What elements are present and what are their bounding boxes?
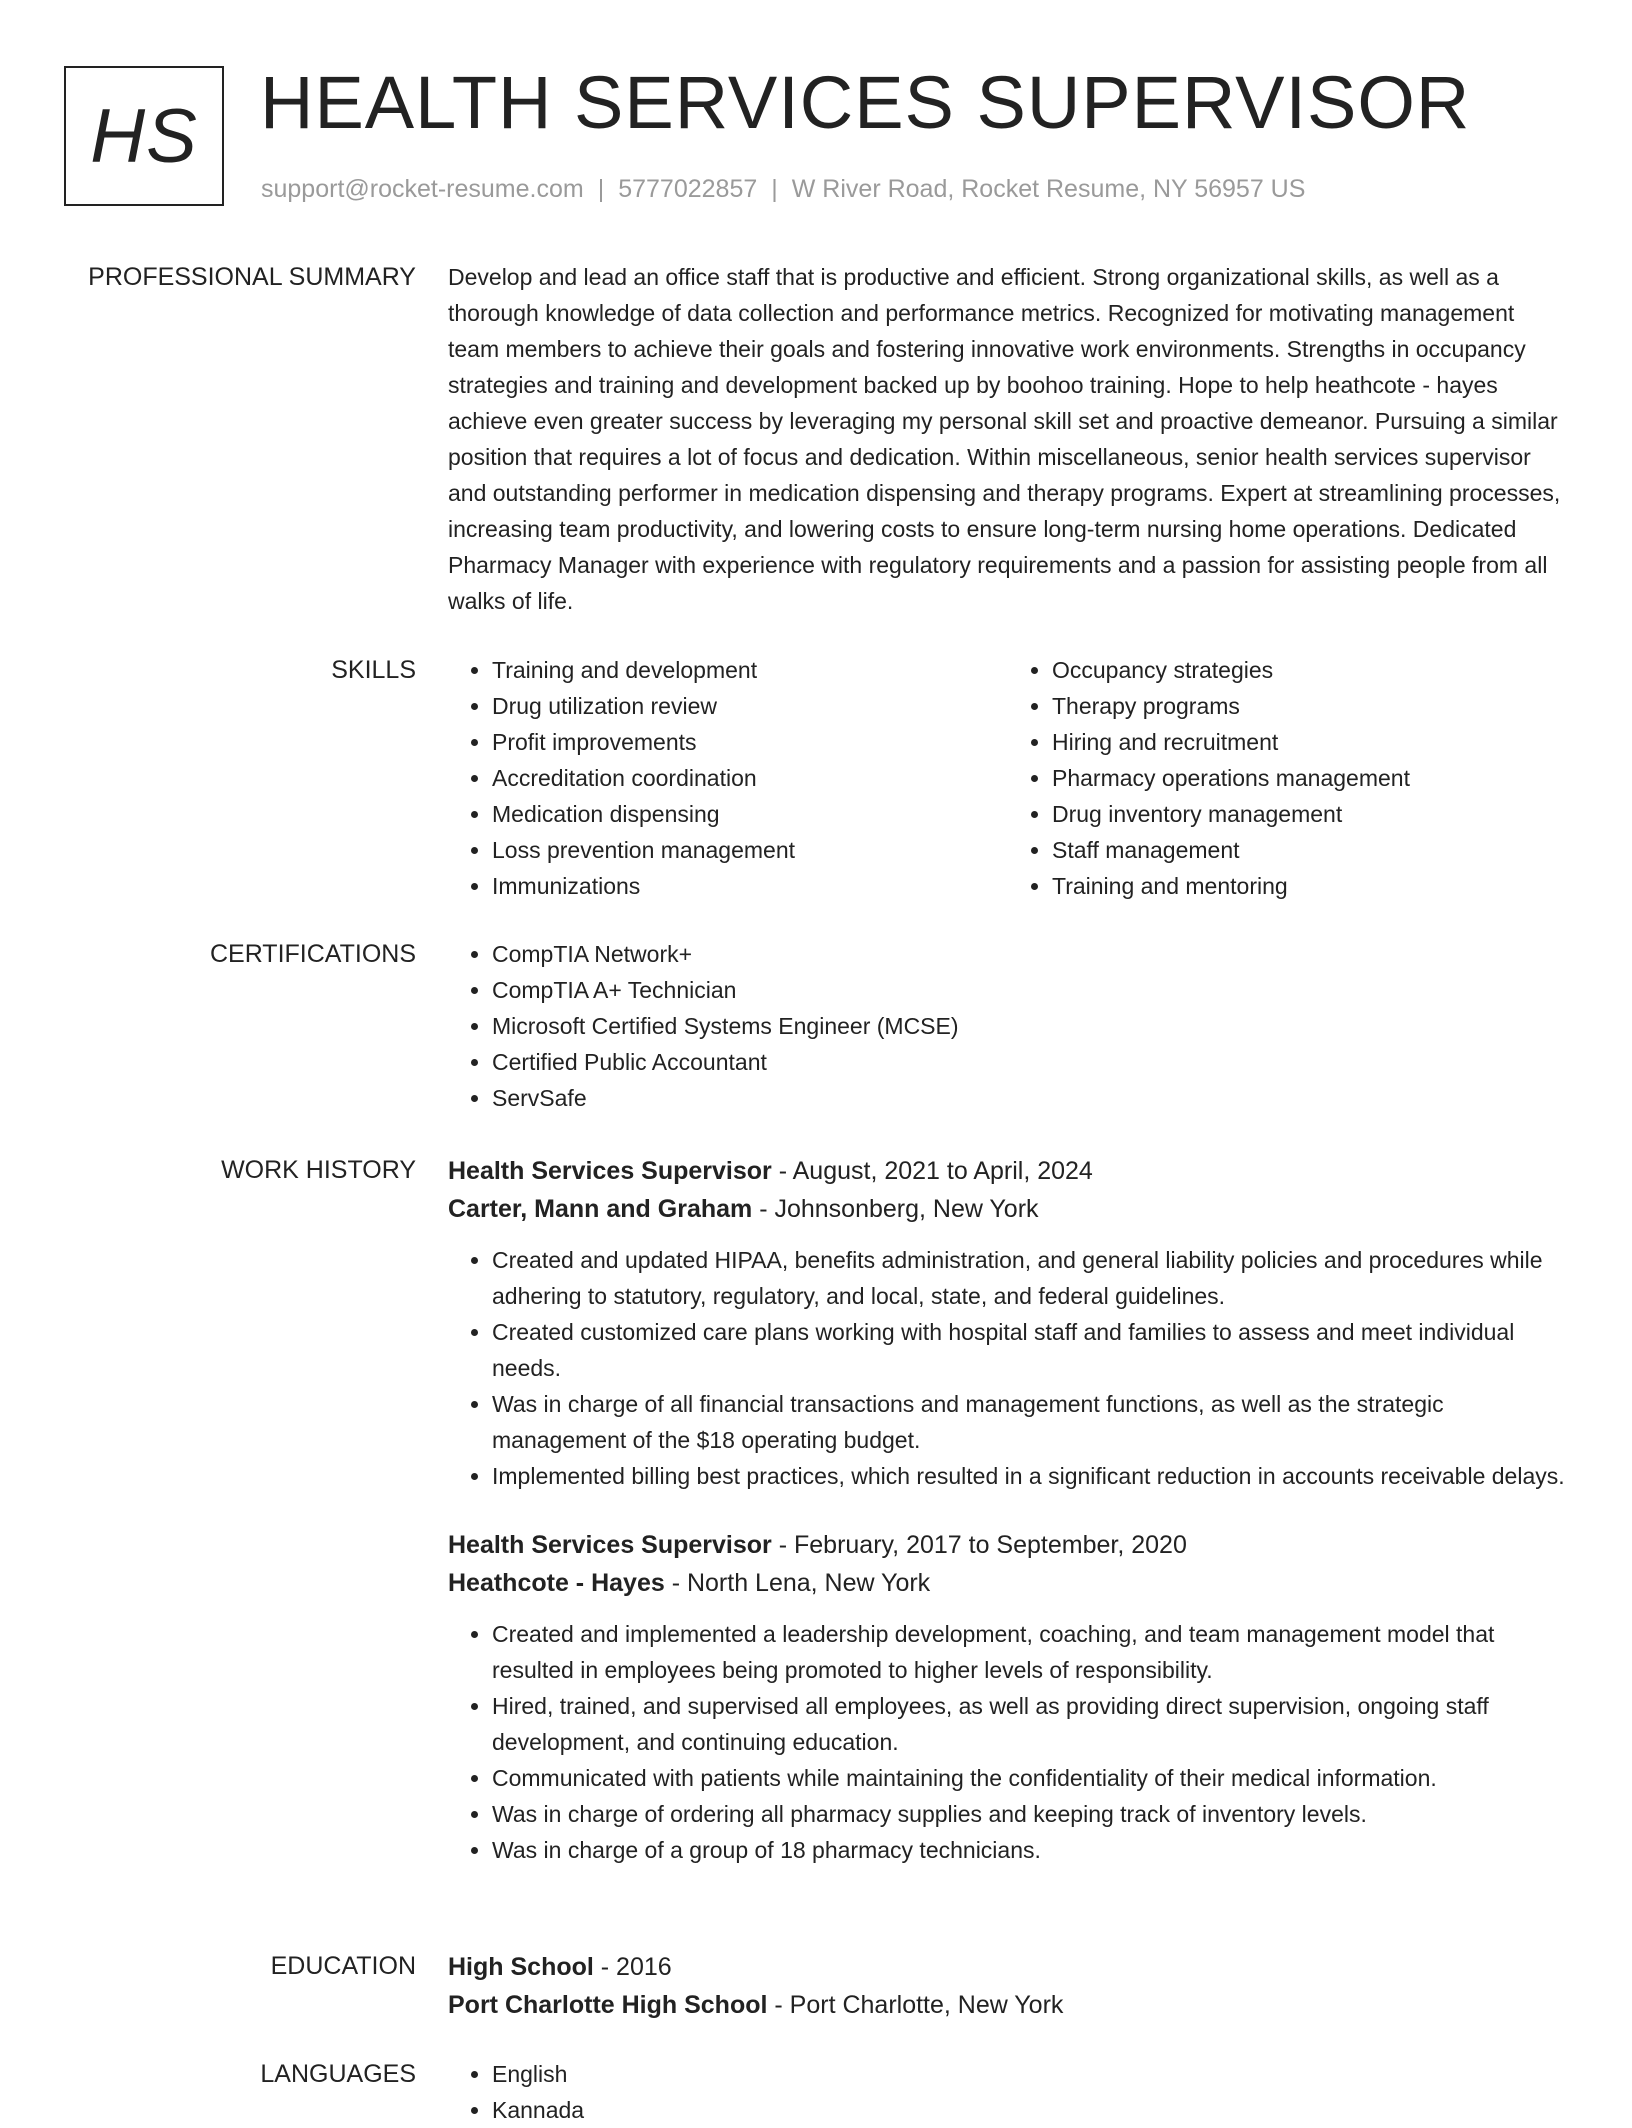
skills-list-left bbox=[448, 652, 1008, 904]
language-item: • Kannada bbox=[492, 2092, 1568, 2128]
job-dates: - February, 2017 to September, 2020 bbox=[771, 1531, 1187, 1559]
certification-item: • Microsoft Certified Systems Engineer (MCSE) bbox=[492, 1008, 1568, 1044]
languages-list bbox=[448, 2056, 1568, 2128]
job-company-line bbox=[448, 1564, 1568, 1602]
skill-item: • Profit improvements bbox=[492, 724, 1008, 760]
education-degree-line bbox=[448, 1948, 1568, 1986]
summary-text: Develop and lead an office staff that is productive and efficient. Strong organizational skills, as well as a thorough knowledge of data collection and performance metrics. Recognized for motivating management team members to achieve their goals and fostering innovative work environments. Strengths in occupancy strategies and training and development backed up by boohoo training. Hope to help heathcote - hayes achieve even greater success by leveraging my personal skill set and proactive demeanor. Pursuing a similar position that requires a lot of focus and dedication. Within miscellaneous, senior health services supervisor and outstanding performer in medication dispensing and therapy programs. Expert at streamlining processes, increasing team productivity, and lowering costs to ensure long-term nursing home operations. Dedicated Pharmacy Manager with experience with regulatory requirements and a passion for assisting people from all walks of life. bbox=[448, 264, 1561, 614]
skill-item: • Loss prevention management bbox=[492, 832, 1008, 868]
skill-item: • Medication dispensing bbox=[492, 796, 1008, 832]
job-bullet: • Created and updated HIPAA, benefits administration, and general liability policies and procedures while adhering to statutory, regulatory, and local, state, and federal guidelines. bbox=[492, 1242, 1568, 1314]
language-item: • English bbox=[492, 2056, 1568, 2092]
languages-title: LANGUAGES bbox=[260, 2060, 416, 2088]
contact-line bbox=[261, 175, 1305, 204]
certifications-list bbox=[448, 936, 1568, 1116]
skill-item: • Accreditation coordination bbox=[492, 760, 1008, 796]
skill-item: • Occupancy strategies bbox=[1052, 652, 1568, 688]
summary-title: PROFESSIONAL SUMMARY bbox=[88, 263, 416, 291]
certification-item: • ServSafe bbox=[492, 1080, 1568, 1116]
job-location: - Johnsonberg, New York bbox=[752, 1195, 1039, 1223]
resume-title: HEALTH SERVICES SUPERVISOR bbox=[260, 61, 1471, 144]
education-school-line bbox=[448, 1986, 1568, 2024]
skill-item: • Staff management bbox=[1052, 832, 1568, 868]
job-bullet: • Implemented billing best practices, which resulted in a significant reduction in accounts receivable delays. bbox=[492, 1458, 1568, 1494]
languages-body bbox=[448, 2056, 1568, 2128]
certification-item: • Certified Public Accountant bbox=[492, 1044, 1568, 1080]
job-bullet: • Communicated with patients while maintaining the confidentiality of their medical information. bbox=[492, 1760, 1568, 1796]
education-location: - Port Charlotte, New York bbox=[767, 1991, 1064, 2019]
job-bullet: • Created and implemented a leadership development, coaching, and team management model that resulted in employees being promoted to higher levels of responsibility. bbox=[492, 1616, 1568, 1688]
contact-email: support@rocket-resume.com bbox=[261, 175, 584, 203]
job-bullets bbox=[448, 1242, 1568, 1494]
contact-phone: 5777022857 bbox=[618, 175, 758, 203]
job-entry bbox=[448, 1152, 1568, 1494]
education-degree: High School bbox=[448, 1953, 594, 1981]
job-bullet: • Was in charge of a group of 18 pharmacy technicians. bbox=[492, 1832, 1568, 1868]
job-role: Health Services Supervisor bbox=[448, 1157, 772, 1185]
job-company: Heathcote - Hayes bbox=[448, 1569, 665, 1597]
job-bullet: • Was in charge of ordering all pharmacy supplies and keeping track of inventory levels. bbox=[492, 1796, 1568, 1832]
job-role-line bbox=[448, 1526, 1568, 1564]
skill-item: • Training and mentoring bbox=[1052, 868, 1568, 904]
skill-item: • Therapy programs bbox=[1052, 688, 1568, 724]
certification-item: • CompTIA A+ Technician bbox=[492, 972, 1568, 1008]
skill-item: • Training and development bbox=[492, 652, 1008, 688]
skills-list-right bbox=[1008, 652, 1568, 904]
skill-item: • Pharmacy operations management bbox=[1052, 760, 1568, 796]
job-bullet: • Created customized care plans working with hospital staff and families to assess and meet individual needs. bbox=[492, 1314, 1568, 1386]
skill-item: • Immunizations bbox=[492, 868, 1008, 904]
job-role-line bbox=[448, 1152, 1568, 1190]
monogram-initials: HS bbox=[90, 93, 198, 179]
skill-item: • Hiring and recruitment bbox=[1052, 724, 1568, 760]
contact-separator: | bbox=[771, 175, 778, 203]
skill-item: • Drug inventory management bbox=[1052, 796, 1568, 832]
skills-body bbox=[448, 652, 1568, 904]
education-title: EDUCATION bbox=[270, 1952, 416, 1980]
job-entry bbox=[448, 1526, 1568, 1868]
education-year: - 2016 bbox=[593, 1953, 672, 1981]
contact-separator: | bbox=[597, 175, 605, 203]
certifications-body bbox=[448, 936, 1568, 1116]
job-company-line bbox=[448, 1190, 1568, 1228]
certifications-title: CERTIFICATIONS bbox=[209, 940, 416, 968]
job-location: - North Lena, New York bbox=[664, 1569, 931, 1597]
job-bullets bbox=[448, 1616, 1568, 1868]
contact-address: W River Road, Rocket Resume, NY 56957 US bbox=[791, 175, 1306, 203]
job-bullet: • Was in charge of all financial transactions and management functions, as well as the strategic management of the $18 operating budget. bbox=[492, 1386, 1568, 1458]
education-body bbox=[448, 1948, 1568, 2024]
work-history-body bbox=[448, 1152, 1568, 1868]
skill-item: • Drug utilization review bbox=[492, 688, 1008, 724]
work-history-title: WORK HISTORY bbox=[221, 1156, 416, 1184]
monogram-box bbox=[64, 66, 224, 206]
job-bullet: • Hired, trained, and supervised all employees, as well as providing direct supervision, ongoing staff development, and continuing education. bbox=[492, 1688, 1568, 1760]
job-dates: - August, 2021 to April, 2024 bbox=[771, 1157, 1093, 1185]
job-role: Health Services Supervisor bbox=[448, 1531, 772, 1559]
certification-item: • CompTIA Network+ bbox=[492, 936, 1568, 972]
job-company: Carter, Mann and Graham bbox=[448, 1195, 753, 1223]
skills-title: SKILLS bbox=[331, 656, 416, 684]
education-school: Port Charlotte High School bbox=[448, 1991, 768, 2019]
